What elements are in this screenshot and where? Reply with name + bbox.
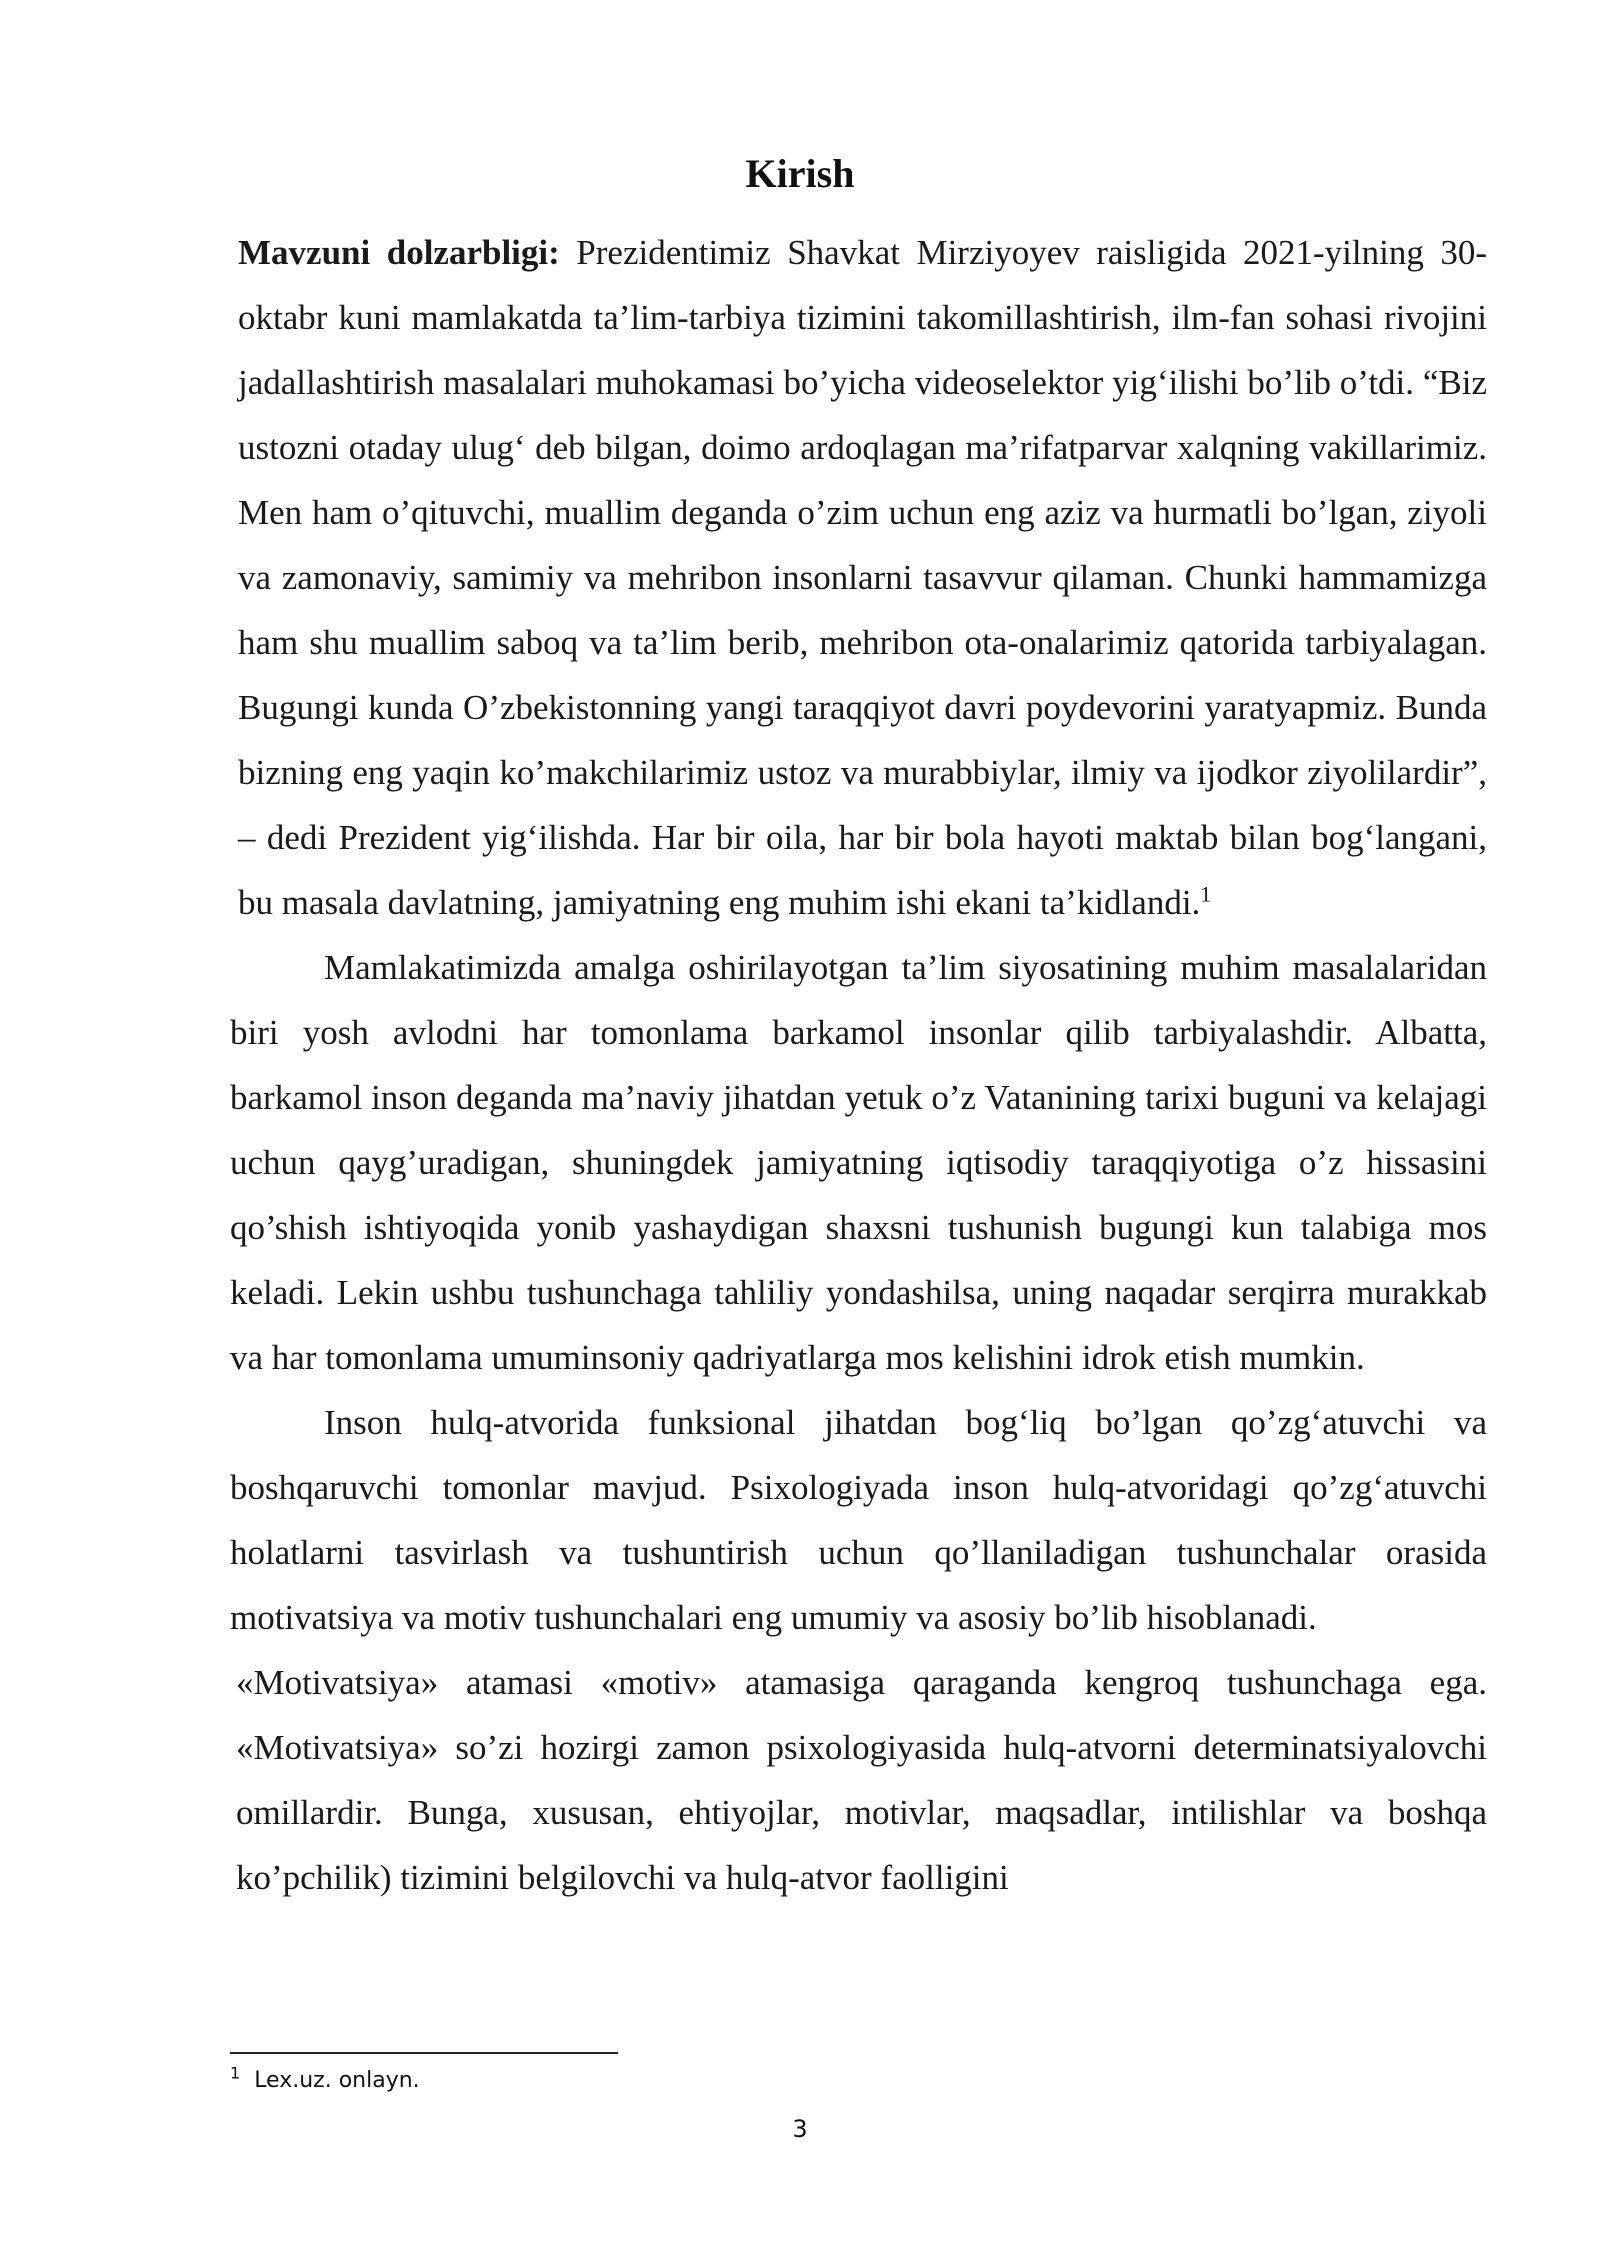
body-text xyxy=(230,220,1487,1910)
relevance-text: Prezidentimiz Shavkat Mirziyoyev raisligida 2021-yilning 30-oktabr kuni mamlakatda ta’lim-tarbiya tizimini takomillashtirish, ilm-fan sohasi rivojini jadallashtirish masalalari muhokamasi bo’yicha videoselektor yig‘ilishi bo’lib o’tdi. “Biz ustozni otaday ulug‘ deb bilgan, doimo ardoqlagan ma’rifatparvar xalqning vakillarimiz. Men ham o’qituvchi, muallim deganda o’zim uchun eng aziz va hurmatli bo’lgan, ziyoli va zamonaviy, samimiy va mehribon insonlarni tasavvur qilaman. Chunki hammamizga ham shu muallim saboq va ta’lim berib, mehribon ota-onalarimiz qatorida tarbiyalagan. Bugungi kunda O’zbekistonning yangi taraqqiyot davri poydevorini yaratyapmiz. Bunda bizning eng yaqin ko’makchilarimiz ustoz va murabbiylar, ilmiy va ijodkor ziyolilardir”, – dedi Prezident yig‘ilishda. Har bir oila, har bir bola hayoti maktab bilan bog‘langani, bu masala davlatning, jamiyatning eng muhim ishi ekani ta’kidlandi. xyxy=(238,233,1487,922)
footnote xyxy=(230,2063,420,2093)
footnote-number: 1 xyxy=(230,2063,241,2083)
paragraph-4: «Motivatsiya» atamasi «motiv» atamasiga qaraganda kengroq tushunchaga ega. «Motivatsiya» so’zi hozirgi zamon psixologiyasida hulq-atvorni determinatsiyalovchi omillardir. Bunga, xususan, ehtiyojlar, motivlar, maqsadlar, intilishlar va boshqa ko’pchilik) tizimini belgilovchi va hulq-atvor faolligini xyxy=(236,1663,1487,1897)
footnote-reference[interactable]: 1 xyxy=(1200,881,1212,907)
footnote-separator xyxy=(230,2052,618,2054)
relevance-heading: Mavzuni dolzarbligi: xyxy=(238,233,560,272)
footnote-text: Lex.uz. onlayn. xyxy=(254,2068,420,2093)
paragraph-2: Mamlakatimizda amalga oshirilayotgan ta’lim siyosatining muhim masalalaridan biri yosh avlodni har tomonlama barkamol insonlar qilib tarbiyalashdir. Albatta, barkamol inson deganda ma’naviy jihatdan yetuk o’z Vatanining tarixi buguni va kelajagi uchun qayg’uradigan, shuningdek jamiyatning iqtisodiy taraqqiyotiga o’z hissasini qo’shish ishtiyoqida yonib yashaydigan shaxsni tushunish bugungi kun talabiga mos keladi. Lekin ushbu tushunchaga tahliliy yondashilsa, uning naqadar serqirra murakkab va har tomonlama umuminsoniy qadriyatlarga mos kelishini idrok etish mumkin. xyxy=(230,948,1487,1377)
page-number: 3 xyxy=(792,2115,808,2143)
paragraph-3: Inson hulq-atvorida funksional jihatdan bog‘liq bo’lgan qo’zg‘atuvchi va boshqaruvchi tomonlar mavjud. Psixologiyada inson hulq-atvoridagi qo’zg‘atuvchi holatlarni tasvirlash va tushuntirish uchun qo’llaniladigan tushunchalar orasida motivatsiya va motiv tushunchalari eng umumiy va asosiy bo’lib hisoblanadi. xyxy=(230,1403,1487,1637)
page-title: Kirish xyxy=(745,151,855,196)
paragraph-relevance xyxy=(230,220,1487,935)
